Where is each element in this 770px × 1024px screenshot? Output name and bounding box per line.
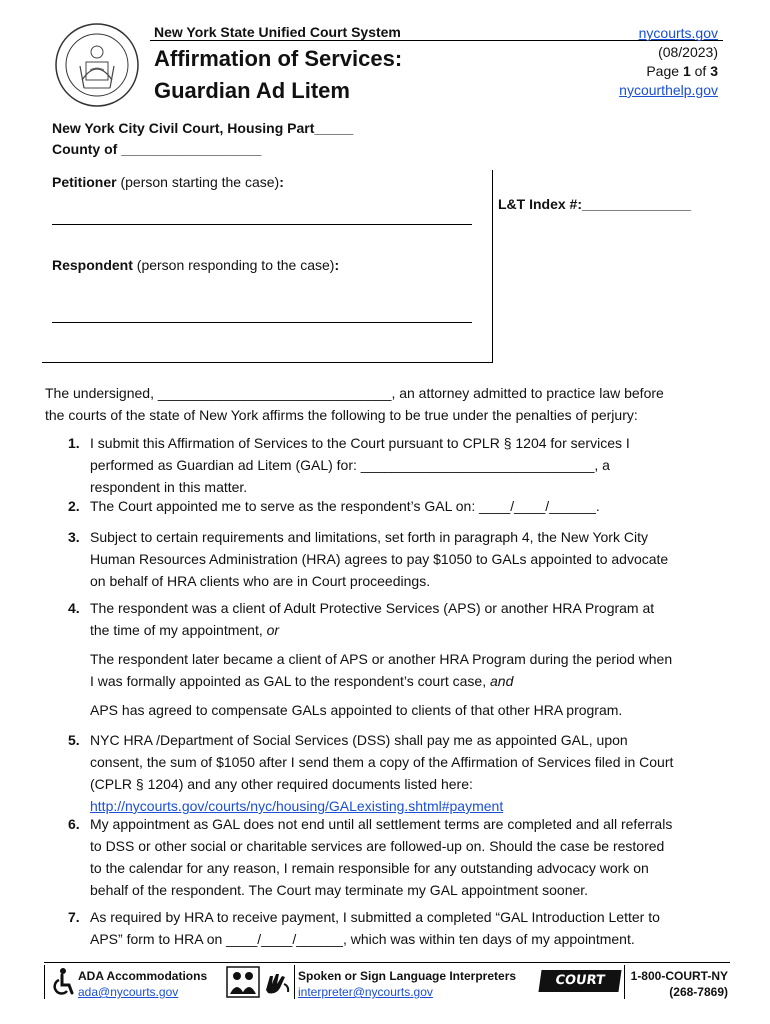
list-item-3: 3. Subject to certain requirements and limitations, set forth in paragraph 4, the New York City Human Resources Administration (HRA) agrees to pay $1050 to GALs appointed to advocate on behalf of HRA clients who are in Court proceedings. xyxy=(68,529,669,589)
footer-left-bar xyxy=(44,965,45,999)
caption-divider-vertical xyxy=(492,170,493,363)
wheelchair-icon xyxy=(50,967,74,997)
county-field[interactable]: County of __________________ xyxy=(52,141,262,157)
list-item-7: 7. As required by HRA to receive payment, I submitted a completed “GAL Introduction Letter to APS” form to HRA on ____/____/______, which was within ten days of my appointment. xyxy=(68,909,660,947)
sign-language-icon xyxy=(262,968,292,996)
ada-title: ADA Accommodations xyxy=(78,969,208,983)
interpreter-icon xyxy=(226,966,260,998)
ada-email-link[interactable]: ada@nycourts.gov xyxy=(78,985,179,999)
respondent-label: Respondent (person responding to the case): xyxy=(52,257,340,273)
page-indicator: Page 1 of 3 xyxy=(646,63,718,79)
court-part-field[interactable]: New York City Civil Court, Housing Part_____ xyxy=(52,120,354,136)
nycourts-link[interactable]: nycourts.gov xyxy=(638,25,718,41)
interpreter-title: Spoken or Sign Language Interpreters xyxy=(298,969,517,983)
petitioner-label: Petitioner (person starting the case): xyxy=(52,174,284,190)
list-item-4-sub-1: The respondent later became a client of APS or another HRA Program during the period when I was formally appointed as GAL to the respondent’s court case, and xyxy=(90,651,673,689)
form-title-line1: Affirmation of Services: xyxy=(154,46,403,71)
list-item-4: 4. The respondent was a client of Adult Protective Services (APS) or another HRA Program at the time of my appointment, or xyxy=(68,600,655,638)
list-item-5: 5. NYC HRA /Department of Social Services (DSS) shall pay me as appointed GAL, upon consent, the sum of $1050 after I send them a copy of the Affirmation of Services filed in Court (CPLR § 1204) and any other required documents listed here: http://nycourts.gov/courts/nyc/housing/GALexisting.shtml#payment xyxy=(68,732,674,814)
revision-date: (08/2023) xyxy=(658,44,718,60)
court-help-logo: COURT Help xyxy=(538,970,621,992)
caption-divider-horizontal xyxy=(42,362,493,363)
intro-paragraph: The undersigned, ______________________________, an attorney admitted to practice law before the courts of the state of New York affirms the following to be true under the penalties of perjury: xyxy=(45,385,664,423)
footer-divider-1 xyxy=(294,965,295,999)
phone-number: 1-800-COURT-NY xyxy=(630,969,728,983)
respondent-name-line[interactable] xyxy=(52,322,472,323)
index-number-field[interactable]: L&T Index #:______________ xyxy=(498,196,692,212)
gal-payment-link[interactable]: http://nycourts.gov/courts/nyc/housing/GALexisting.shtml#payment xyxy=(90,798,504,814)
petitioner-name-line[interactable] xyxy=(52,224,472,225)
footer-divider-2 xyxy=(624,965,625,999)
list-item-6: 6. My appointment as GAL does not end until all settlement terms are completed and all referrals to DSS or other social or charitable services are followed-up on. Should the case be restored to the calendar for any reason, I remain responsible for any outstanding advocacy work on behalf of the respondent. The Court may terminate my GAL appointment sooner. xyxy=(68,816,673,898)
list-item-4-sub-2: APS has agreed to compensate GALs appointed to clients of that other HRA program. xyxy=(90,702,623,718)
form-title-line2: Guardian Ad Litem xyxy=(154,78,350,103)
list-item-2: 2. The Court appointed me to serve as the respondent’s GAL on: ____/____/______. xyxy=(68,498,600,514)
phone-digits: (268-7869) xyxy=(669,985,728,999)
list-item-1: 1. I submit this Affirmation of Services to the Court pursuant to CPLR § 1204 for services I performed as Guardian ad Litem (GAL) for: ______________________________, a respondent in this matter. xyxy=(68,435,630,495)
nycourthelp-link[interactable]: nycourthelp.gov xyxy=(619,82,718,98)
ny-state-seal-icon xyxy=(54,22,140,108)
court-system-name: New York State Unified Court System xyxy=(154,24,401,40)
interpreter-email-link[interactable]: interpreter@nycourts.gov xyxy=(298,985,433,999)
header-right-block xyxy=(619,24,718,100)
